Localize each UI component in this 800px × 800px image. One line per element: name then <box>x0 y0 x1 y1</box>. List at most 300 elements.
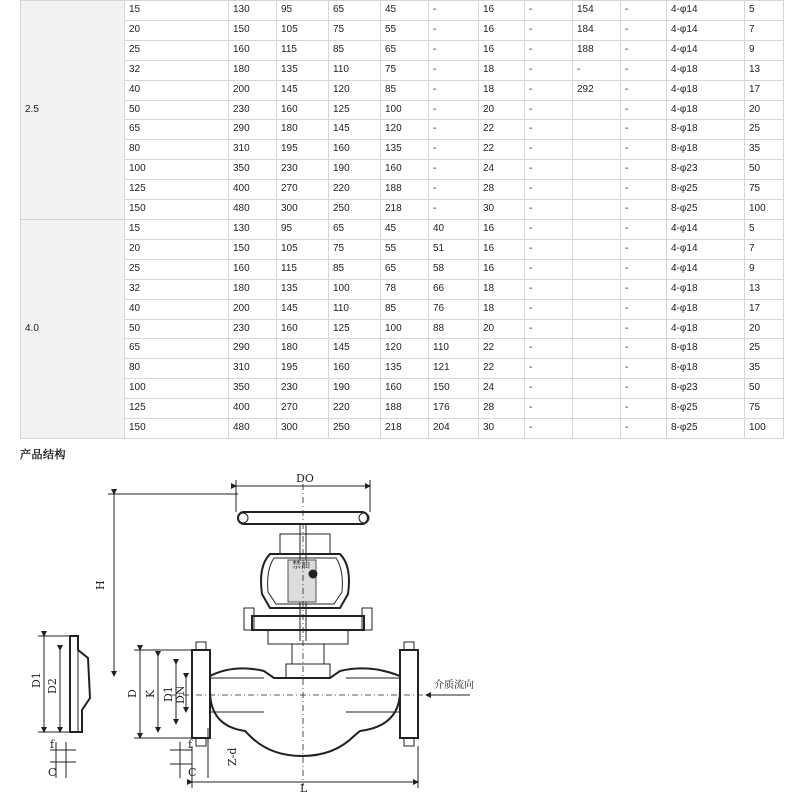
table-cell: - <box>429 1 479 21</box>
table-cell: 190 <box>329 160 381 180</box>
table-cell <box>573 319 621 339</box>
table-cell: 20 <box>125 239 229 259</box>
spec-table-container <box>20 0 783 439</box>
table-cell: 20 <box>479 319 525 339</box>
table-cell: - <box>525 180 573 200</box>
table-cell: 50 <box>745 379 784 399</box>
table-row <box>21 279 784 299</box>
table-cell: 20 <box>745 319 784 339</box>
table-cell: 4-φ18 <box>667 60 745 80</box>
table-cell: 17 <box>745 299 784 319</box>
table-row <box>21 40 784 60</box>
valve-structure-diagram <box>30 466 510 796</box>
table-cell <box>573 219 621 239</box>
table-cell: 200 <box>229 80 277 100</box>
table-cell <box>573 279 621 299</box>
table-cell: - <box>621 160 667 180</box>
table-cell: 75 <box>329 20 381 40</box>
table-cell: 20 <box>479 100 525 120</box>
table-cell: 20 <box>745 100 784 120</box>
table-cell: 195 <box>277 140 329 160</box>
table-cell: - <box>429 180 479 200</box>
label-d2-detail: D2 <box>46 678 59 694</box>
table-cell: - <box>525 339 573 359</box>
table-cell: 121 <box>429 359 479 379</box>
table-cell: 100 <box>381 100 429 120</box>
table-cell: 55 <box>381 20 429 40</box>
table-cell: 8-φ18 <box>667 339 745 359</box>
table-cell: 250 <box>329 419 381 439</box>
table-cell: 190 <box>329 379 381 399</box>
label-flow: 介质流向 <box>434 680 474 691</box>
table-cell: - <box>621 80 667 100</box>
table-cell: 75 <box>381 60 429 80</box>
table-cell: 18 <box>479 60 525 80</box>
table-cell: 160 <box>229 40 277 60</box>
table-cell <box>573 339 621 359</box>
table-cell: 8-φ25 <box>667 200 745 220</box>
table-cell: 110 <box>329 299 381 319</box>
table-cell: 5 <box>745 1 784 21</box>
table-row <box>21 160 784 180</box>
table-cell: - <box>525 120 573 140</box>
table-cell: 150 <box>229 20 277 40</box>
table-cell: 30 <box>479 419 525 439</box>
table-cell: 480 <box>229 419 277 439</box>
section-title: 产品结构 <box>20 448 66 461</box>
table-cell: 16 <box>479 259 525 279</box>
table-cell: 45 <box>381 1 429 21</box>
table-row <box>21 20 784 40</box>
table-row <box>21 379 784 399</box>
table-cell: - <box>621 20 667 40</box>
table-cell: 184 <box>573 20 621 40</box>
table-cell: 160 <box>329 140 381 160</box>
table-cell: 150 <box>125 200 229 220</box>
table-cell: 160 <box>381 160 429 180</box>
table-cell: 188 <box>381 180 429 200</box>
table-cell: 230 <box>229 100 277 120</box>
table-cell: 125 <box>329 319 381 339</box>
table-cell: - <box>429 80 479 100</box>
table-cell: 35 <box>745 140 784 160</box>
table-cell: 135 <box>277 60 329 80</box>
table-cell: 160 <box>277 319 329 339</box>
table-cell: 22 <box>479 120 525 140</box>
table-cell: 110 <box>429 339 479 359</box>
table-cell: 8-φ25 <box>667 419 745 439</box>
table-cell: - <box>621 339 667 359</box>
table-cell: 100 <box>745 419 784 439</box>
label-zd: Z-d <box>226 747 239 766</box>
label-dn: DN <box>174 685 187 704</box>
pressure-cell: 4.0 <box>21 219 125 438</box>
table-cell: 145 <box>277 80 329 100</box>
table-row <box>21 339 784 359</box>
table-cell: 230 <box>277 160 329 180</box>
table-cell: 292 <box>573 80 621 100</box>
table-cell: - <box>621 299 667 319</box>
label-l: L <box>300 782 308 795</box>
table-cell: 110 <box>329 60 381 80</box>
table-cell: - <box>621 200 667 220</box>
table-cell: 120 <box>381 339 429 359</box>
table-cell: 8-φ23 <box>667 160 745 180</box>
table-cell: - <box>621 40 667 60</box>
table-cell: 80 <box>125 140 229 160</box>
table-cell <box>573 100 621 120</box>
table-row <box>21 359 784 379</box>
table-cell: 65 <box>329 1 381 21</box>
table-cell: - <box>621 239 667 259</box>
table-row <box>21 100 784 120</box>
table-cell: 120 <box>381 120 429 140</box>
table-cell: - <box>525 359 573 379</box>
table-cell: 80 <box>125 359 229 379</box>
table-cell: - <box>525 60 573 80</box>
table-cell: 145 <box>329 339 381 359</box>
table-cell: 32 <box>125 60 229 80</box>
table-cell: 66 <box>429 279 479 299</box>
table-cell: - <box>621 120 667 140</box>
table-cell: 18 <box>479 80 525 100</box>
table-cell: 230 <box>229 319 277 339</box>
right-flange <box>400 650 418 738</box>
table-cell: 5 <box>745 219 784 239</box>
table-cell: 115 <box>277 40 329 60</box>
table-cell: 75 <box>329 239 381 259</box>
table-cell: 35 <box>745 359 784 379</box>
table-cell: 135 <box>381 140 429 160</box>
table-cell <box>573 259 621 279</box>
table-cell: 65 <box>329 219 381 239</box>
table-cell: 40 <box>125 80 229 100</box>
table-cell: 188 <box>573 40 621 60</box>
table-cell: - <box>573 60 621 80</box>
table-cell: 220 <box>329 180 381 200</box>
table-cell: 4-φ18 <box>667 100 745 120</box>
table-cell: 40 <box>125 299 229 319</box>
table-cell: 40 <box>429 219 479 239</box>
table-row <box>21 419 784 439</box>
table-cell: - <box>429 120 479 140</box>
table-cell: 88 <box>429 319 479 339</box>
table-cell: 4-φ14 <box>667 259 745 279</box>
table-cell: 16 <box>479 20 525 40</box>
table-cell: 195 <box>277 359 329 379</box>
table-cell: 50 <box>745 160 784 180</box>
bonnet-flange <box>252 616 364 630</box>
table-cell: 300 <box>277 200 329 220</box>
table-cell: 160 <box>277 100 329 120</box>
table-cell: - <box>525 20 573 40</box>
table-cell: 4-φ14 <box>667 239 745 259</box>
table-cell <box>573 299 621 319</box>
table-row <box>21 120 784 140</box>
table-cell: 65 <box>125 339 229 359</box>
table-cell: - <box>429 100 479 120</box>
table-row <box>21 200 784 220</box>
table-cell: - <box>621 399 667 419</box>
table-row <box>21 140 784 160</box>
table-cell: 4-φ14 <box>667 40 745 60</box>
label-oil: 禁油 <box>292 561 311 571</box>
table-cell: 105 <box>277 239 329 259</box>
table-cell: 28 <box>479 180 525 200</box>
table-cell: 8-φ25 <box>667 399 745 419</box>
table-cell: 4-φ18 <box>667 299 745 319</box>
table-cell: 105 <box>277 20 329 40</box>
table-cell: - <box>525 239 573 259</box>
table-row <box>21 259 784 279</box>
table-cell: 75 <box>745 180 784 200</box>
table-cell: 25 <box>125 259 229 279</box>
table-cell: - <box>621 379 667 399</box>
table-cell: 95 <box>277 1 329 21</box>
table-cell: 100 <box>125 160 229 180</box>
table-cell <box>573 359 621 379</box>
table-cell: 15 <box>125 219 229 239</box>
table-cell: 100 <box>125 379 229 399</box>
flange-detail <box>70 636 90 732</box>
table-cell: 4-φ14 <box>667 1 745 21</box>
table-row <box>21 80 784 100</box>
table-cell: 58 <box>429 259 479 279</box>
table-cell: 65 <box>381 259 429 279</box>
table-cell: 8-φ18 <box>667 359 745 379</box>
table-row <box>21 239 784 259</box>
table-cell: - <box>525 140 573 160</box>
table-cell: 85 <box>329 259 381 279</box>
table-cell: 85 <box>381 80 429 100</box>
table-cell: 30 <box>479 200 525 220</box>
table-cell: - <box>525 160 573 180</box>
table-cell: 16 <box>479 239 525 259</box>
table-cell: - <box>525 419 573 439</box>
spec-table-body <box>21 1 784 439</box>
table-cell: 180 <box>229 60 277 80</box>
table-cell: 4-φ18 <box>667 279 745 299</box>
table-cell <box>573 239 621 259</box>
table-cell: - <box>621 100 667 120</box>
table-cell: 230 <box>277 379 329 399</box>
table-cell: 130 <box>229 1 277 21</box>
table-cell: 180 <box>229 279 277 299</box>
table-cell: 8-φ18 <box>667 140 745 160</box>
spec-table <box>20 0 784 439</box>
table-cell: 24 <box>479 160 525 180</box>
table-cell: 24 <box>479 379 525 399</box>
table-cell: 204 <box>429 419 479 439</box>
table-cell: 7 <box>745 20 784 40</box>
table-cell <box>573 140 621 160</box>
table-cell: - <box>525 1 573 21</box>
table-cell: - <box>621 60 667 80</box>
table-cell: 22 <box>479 140 525 160</box>
table-cell: 32 <box>125 279 229 299</box>
table-cell: 130 <box>229 219 277 239</box>
table-cell: 13 <box>745 60 784 80</box>
table-cell: - <box>621 140 667 160</box>
table-cell: - <box>429 200 479 220</box>
table-cell: 4-φ14 <box>667 219 745 239</box>
table-cell <box>573 419 621 439</box>
table-cell: 160 <box>229 259 277 279</box>
table-cell: 75 <box>745 399 784 419</box>
table-cell: 51 <box>429 239 479 259</box>
table-cell: 100 <box>329 279 381 299</box>
table-cell: 180 <box>277 120 329 140</box>
table-cell <box>573 399 621 419</box>
label-k: K <box>144 689 157 698</box>
table-cell: 154 <box>573 1 621 21</box>
table-cell: 188 <box>381 399 429 419</box>
table-cell: 145 <box>277 299 329 319</box>
table-cell: - <box>621 419 667 439</box>
table-cell: 100 <box>381 319 429 339</box>
table-cell: 7 <box>745 239 784 259</box>
table-cell: - <box>525 100 573 120</box>
table-cell: - <box>621 319 667 339</box>
table-cell: - <box>525 200 573 220</box>
table-cell: - <box>525 379 573 399</box>
table-row <box>21 299 784 319</box>
table-cell: 125 <box>125 180 229 200</box>
table-cell: 50 <box>125 319 229 339</box>
table-cell: 270 <box>277 399 329 419</box>
table-cell: 180 <box>277 339 329 359</box>
table-cell: 300 <box>277 419 329 439</box>
table-cell <box>573 180 621 200</box>
table-cell: 270 <box>277 180 329 200</box>
table-cell: 310 <box>229 359 277 379</box>
table-cell: - <box>429 20 479 40</box>
table-cell: - <box>525 219 573 239</box>
table-cell: - <box>621 1 667 21</box>
table-cell: 9 <box>745 259 784 279</box>
table-cell: 55 <box>381 239 429 259</box>
table-cell: 15 <box>125 1 229 21</box>
table-cell: 176 <box>429 399 479 419</box>
table-cell: 22 <box>479 339 525 359</box>
table-cell: 78 <box>381 279 429 299</box>
table-row <box>21 60 784 80</box>
label-c: C <box>188 766 197 779</box>
table-cell: 95 <box>277 219 329 239</box>
label-do: DO <box>296 472 314 485</box>
table-cell: 22 <box>479 359 525 379</box>
table-row <box>21 180 784 200</box>
table-cell: 135 <box>277 279 329 299</box>
table-cell: 28 <box>479 399 525 419</box>
table-cell: 8-φ18 <box>667 120 745 140</box>
table-cell: - <box>525 399 573 419</box>
table-cell: - <box>621 180 667 200</box>
table-cell: 65 <box>381 40 429 60</box>
table-row <box>21 1 784 21</box>
table-cell: 85 <box>329 40 381 60</box>
table-cell: - <box>525 319 573 339</box>
table-cell: 290 <box>229 339 277 359</box>
table-cell: 115 <box>277 259 329 279</box>
table-cell: 4-φ14 <box>667 20 745 40</box>
table-cell: 100 <box>745 200 784 220</box>
table-cell <box>573 200 621 220</box>
handwheel-knob-left <box>238 513 248 523</box>
table-cell: 480 <box>229 200 277 220</box>
table-cell: 65 <box>125 120 229 140</box>
table-cell: 400 <box>229 399 277 419</box>
label-d1: D1 <box>162 686 175 702</box>
table-cell: 16 <box>479 1 525 21</box>
table-cell: - <box>429 140 479 160</box>
table-cell: 218 <box>381 419 429 439</box>
table-cell: 25 <box>745 120 784 140</box>
table-cell: - <box>621 259 667 279</box>
table-cell: 350 <box>229 160 277 180</box>
table-cell: 310 <box>229 140 277 160</box>
label-f-detail: f <box>50 738 55 751</box>
table-cell: 145 <box>329 120 381 140</box>
label-c-detail: C <box>48 766 57 779</box>
table-cell: 160 <box>329 359 381 379</box>
pressure-cell: 2.5 <box>21 1 125 220</box>
table-cell: 200 <box>229 299 277 319</box>
label-h: H <box>94 580 107 590</box>
table-cell: - <box>525 80 573 100</box>
table-cell: 13 <box>745 279 784 299</box>
table-cell <box>573 120 621 140</box>
table-cell: 125 <box>125 399 229 419</box>
table-cell: - <box>621 279 667 299</box>
table-row <box>21 319 784 339</box>
table-cell: 290 <box>229 120 277 140</box>
table-cell: 18 <box>479 279 525 299</box>
label-d1-detail: D1 <box>30 672 43 688</box>
table-row <box>21 219 784 239</box>
table-cell: 400 <box>229 180 277 200</box>
table-cell: 4-φ18 <box>667 319 745 339</box>
table-cell: 85 <box>381 299 429 319</box>
table-cell: 9 <box>745 40 784 60</box>
table-cell: 16 <box>479 219 525 239</box>
table-cell: - <box>621 219 667 239</box>
table-cell: 120 <box>329 80 381 100</box>
table-cell: - <box>621 359 667 379</box>
left-flange <box>192 650 210 738</box>
label-d: D <box>126 689 139 698</box>
table-cell: - <box>429 40 479 60</box>
table-cell: - <box>525 259 573 279</box>
table-cell: 350 <box>229 379 277 399</box>
table-cell: 25 <box>745 339 784 359</box>
table-cell: 218 <box>381 200 429 220</box>
table-cell <box>573 160 621 180</box>
table-cell: 25 <box>125 40 229 60</box>
table-cell: 125 <box>329 100 381 120</box>
table-cell: 18 <box>479 299 525 319</box>
table-cell: 20 <box>125 20 229 40</box>
table-cell: 250 <box>329 200 381 220</box>
table-cell: 220 <box>329 399 381 419</box>
table-cell: 76 <box>429 299 479 319</box>
table-cell: 135 <box>381 359 429 379</box>
label-f: f <box>188 738 193 751</box>
table-cell: - <box>525 40 573 60</box>
table-cell: 160 <box>381 379 429 399</box>
table-cell: 8-φ23 <box>667 379 745 399</box>
table-cell: 16 <box>479 40 525 60</box>
